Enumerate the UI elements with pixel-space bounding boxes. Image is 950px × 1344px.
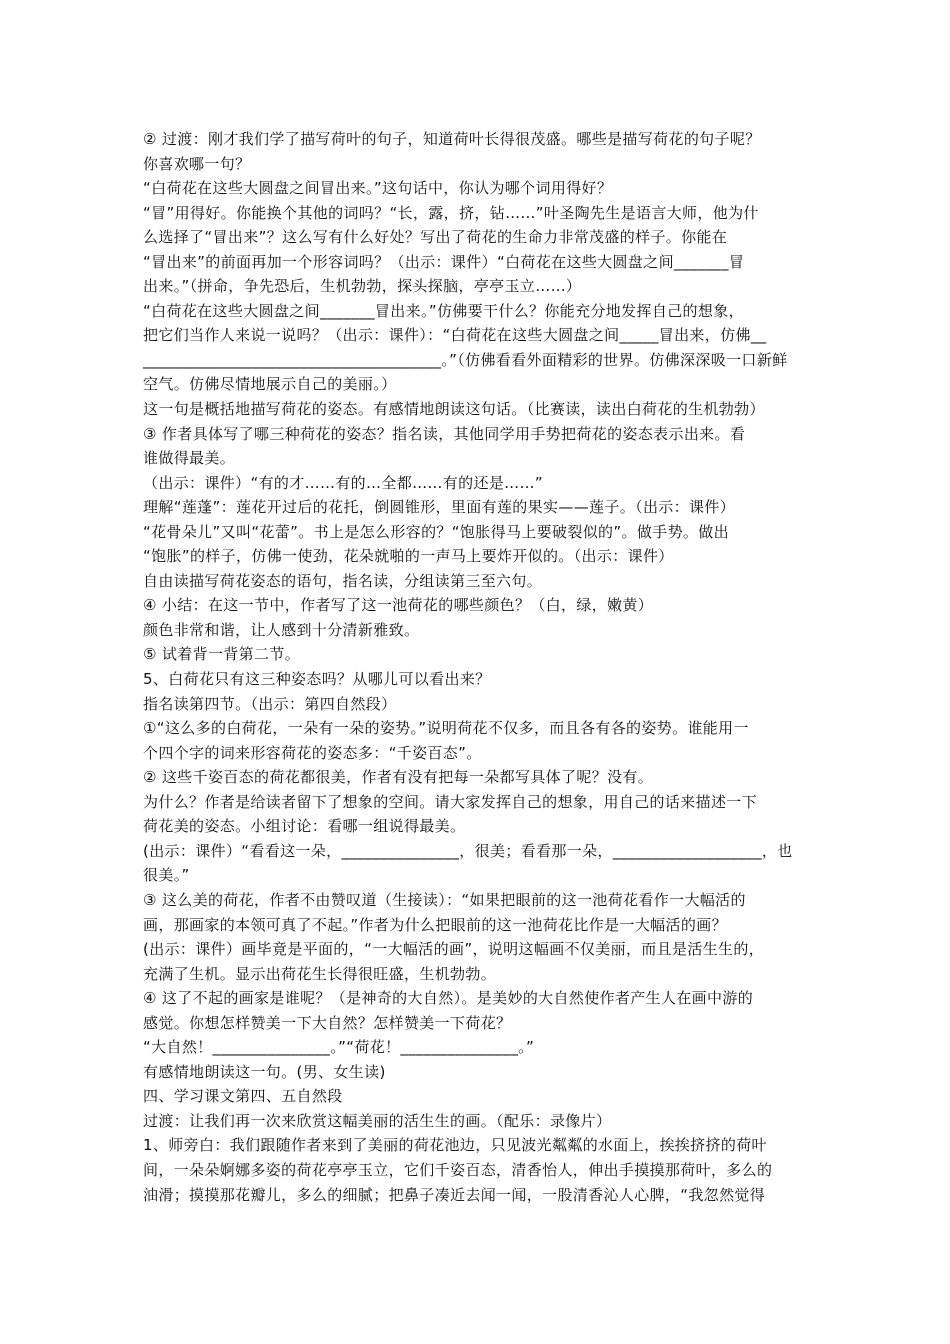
text-line: (出示：课件）画毕竟是平面的，“一大幅活的画”，说明这幅画不仅美丽，而且是活生生的， bbox=[143, 940, 765, 959]
text-line: “饱胀”的样子，仿佛一使劲，花朵就啪的一声马上要炸开似的。（出示：课件） bbox=[143, 547, 674, 566]
text-line: “白荷花在这些大圆盘之间冒出来。”这句话中，你认为哪个词用得好？ bbox=[143, 179, 613, 198]
text-line: ①“这么多的白荷花，一朵有一朵的姿势。”说明荷花不仅多，而且各有各的姿势。谁能用一 bbox=[143, 719, 749, 738]
text-line: ______________________________________。”（仿佛看看外面精彩的世界。仿佛深深吸一口新鲜 bbox=[143, 350, 788, 369]
text-line: 指名读第四节。（出示：第四自然段） bbox=[143, 694, 397, 713]
text-line: 感觉。你想怎样赞美一下大自然？怎样赞美一下荷花？ bbox=[143, 1013, 512, 1032]
text-line: 有感情地朗读这一句。(男、女生读) bbox=[143, 1062, 386, 1081]
text-line: ④ 这了不起的画家是谁呢？（是神奇的大自然）。是美妙的大自然使作者产生人在画中游的 bbox=[143, 989, 754, 1008]
document-body bbox=[143, 127, 809, 1207]
text-line: 自由读描写荷花姿态的语句，指名读，分组读第三至六句。 bbox=[143, 571, 543, 590]
text-line: “冒出来”的前面再加一个形容词吗？（出示：课件）“白荷花在这些大圆盘之间_______冒 bbox=[143, 252, 745, 271]
text-line: 为什么？作者是给读者留下了想象的空间。请大家发挥自己的想象，用自己的话来描述一下 bbox=[143, 792, 758, 811]
text-line: ② 这些千姿百态的荷花都很美，作者有没有把每一朵都写具体了呢？没有。 bbox=[143, 768, 654, 787]
text-line: ④ 小结：在这一节中，作者写了这一池荷花的哪些颜色？（白，绿，嫩黄） bbox=[143, 596, 654, 615]
text-line: 1、师旁白：我们跟随作者来到了美丽的荷花池边，只见波光粼粼的水面上，挨挨挤挤的荷叶 bbox=[143, 1136, 767, 1155]
text-line: 谁做得最美。 bbox=[143, 449, 236, 468]
text-line: “白荷花在这些大圆盘之间_______冒出来。”仿佛要干什么？你能充分地发挥自己的想象， bbox=[143, 301, 744, 320]
text-line: 很美。” bbox=[143, 866, 190, 885]
text-line: 空气。仿佛尽情地展示自己的美丽。） bbox=[143, 375, 397, 394]
text-line: “大自然！_______________。”“荷花！_______________。” bbox=[143, 1038, 535, 1057]
text-line: 油滑；摸摸那花瓣儿，多么的细腻；把鼻子凑近去闻一闻，一股清香沁人心脾，“我忽然觉得 bbox=[143, 1185, 766, 1204]
text-line: 过渡：让我们再一次来欣赏这幅美丽的活生生的画。（配乐：录像片） bbox=[143, 1111, 612, 1130]
text-line: 5、白荷花只有这三种姿态吗？从哪儿可以看出来？ bbox=[143, 670, 491, 689]
text-line: 颜色非常和谐，让人感到十分清新雅致。 bbox=[143, 620, 420, 639]
text-line: 间，一朵朵婀娜多姿的荷花亭亭玉立，它们千姿百态，清香怡人，伸出手摸摸那荷叶，多么的 bbox=[143, 1160, 773, 1179]
text-line: ⑤ 试着背一背第二节。 bbox=[143, 645, 301, 664]
text-line: “冒”用得好。你能换个其他的词吗？“长，露，挤，钻……”叶圣陶先生是语言大师，他为什 bbox=[143, 203, 759, 222]
text-line: 荷花美的姿态。小组讨论：看哪一组说得最美。 bbox=[143, 817, 466, 836]
text-line: 理解“莲蓬”：莲花开过后的花托，倒圆锥形，里面有莲的果实——莲子。（出示：课件） bbox=[143, 498, 736, 517]
text-line: 你喜欢哪一句？ bbox=[143, 154, 251, 173]
text-line: 个四个字的词来形容荷花的姿态多：“千姿百态”。 bbox=[143, 743, 482, 762]
text-line: 把它们当作人来说一说吗？（出示：课件）：“白荷花在这些大圆盘之间_____冒出来，仿佛__ bbox=[143, 326, 767, 345]
text-line: 这一句是概括地描写荷花的姿态。有感情地朗读这句话。（比赛读，读出白荷花的生机勃勃） bbox=[143, 400, 765, 419]
text-line: 么选择了“冒出来”？这么写有什么好处？写出了荷花的生命力非常茂盛的样子。你能在 bbox=[143, 228, 728, 247]
text-line: “花骨朵儿”又叫“花蕾”。书上是怎么形容的？“饱胀得马上要破裂似的”。做手势。做出 bbox=[143, 522, 729, 541]
text-line: （出示：课件）“有的才……有的…全都……有的还是……” bbox=[143, 473, 543, 492]
text-line: 出来。”（拼命，争先恐后，生机勃勃，探头探脑，亭亭玉立……） bbox=[143, 277, 582, 296]
text-line: ② 过渡：刚才我们学了描写荷叶的句子，知道荷叶长得很茂盛。哪些是描写荷花的句子呢？ bbox=[143, 130, 761, 148]
section-heading: 四、学习课文第四、五自然段 bbox=[143, 1087, 343, 1106]
text-line: ③ 这么美的荷花，作者不由赞叹道（生接读）：“如果把眼前的这一池荷花看作一大幅活的 bbox=[143, 890, 746, 909]
text-line: ③ 作者具体写了哪三种荷花的姿态？指名读，其他同学用手势把荷花的姿态表示出来。看 bbox=[143, 424, 746, 443]
text-line: 充满了生机。显示出荷花生长得很旺盛，生机勃勃。 bbox=[143, 964, 497, 983]
text-line: (出示：课件）“看看这一朵，_______________，很美；看看那一朵，___________________，也 bbox=[143, 841, 793, 860]
text-line: 画，那画家的本领可真了不起。”作者为什么把眼前的这一池荷花比作是一大幅活的画？ bbox=[143, 915, 727, 934]
